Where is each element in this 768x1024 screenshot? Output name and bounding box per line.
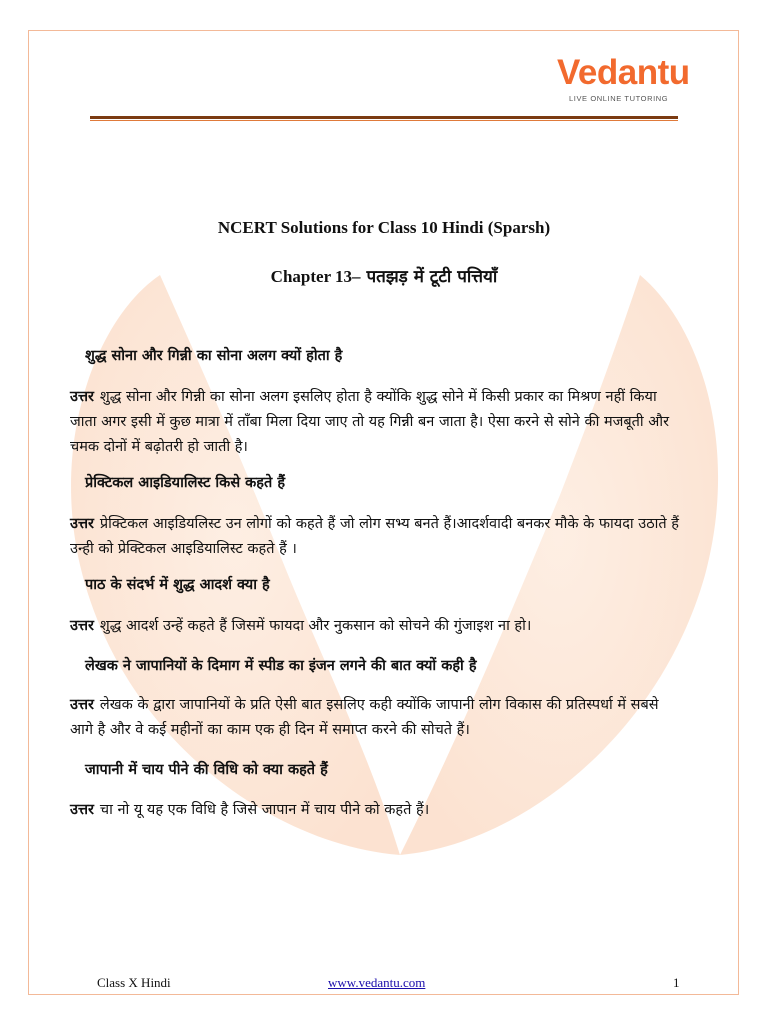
vedantu-logo[interactable] <box>557 53 690 103</box>
header-rule-thin <box>90 120 678 121</box>
answer-4 <box>70 693 685 743</box>
answer-2 <box>70 512 685 562</box>
page-number: 1 <box>673 975 680 990</box>
logo-wordmark: Vedantu <box>557 53 690 92</box>
answer-label: उत्तर <box>70 516 94 532</box>
question-4: लेखक ने जापानियों के दिमाग में स्पीड का इंजन लगने की बात क्यों कही है <box>85 658 477 674</box>
answer-label: उत्तर <box>70 802 94 818</box>
answer-label: उत्तर <box>70 389 94 405</box>
answer-text: शुद्ध सोना और गिन्नी का सोना अलग इसलिए होता है क्योंकि शुद्ध सोने में किसी प्रकार का मिश्रण नहीं किया जाता अगर इसी में कुछ मात्रा में ताँबा मिला दिया जाए तो यह गिन्नी बन जाता है। ऐसा करने से सोने की मजबूती और चमक दोनों में बढ़ोतरी हो जाती है। <box>70 389 670 455</box>
document-title: NCERT Solutions for Class 10 Hindi (Sparsh) <box>217 218 551 237</box>
question-3: पाठ के संदर्भ में शुद्ध आदर्श क्या है <box>85 577 270 593</box>
answer-label: उत्तर <box>70 618 94 634</box>
answer-text: प्रेक्टिकल आइडियलिस्ट उन लोगों को कहते हैं जो लोग सभ्य बनते हैं।आदर्शवादी बनकर मौके के फायदा उठाते हैं उन्ही को प्रेक्टिकल आइडियालिस्ट कहते हैं । <box>70 516 679 557</box>
chapter-name: पतझड़ में टूटी पत्तियाँ <box>366 267 498 287</box>
chapter-prefix: Chapter 13– <box>270 267 361 286</box>
answer-text: लेखक के द्वारा जापानियों के प्रति ऐसी बात इसलिए कही क्योंकि जापानी लोग विकास की प्रतिस्पर्धा में सबसे आगे है और वे कई महीनों का काम एक ही दिन में समाप्त करने की सोचते हैं। <box>70 697 659 738</box>
chapter-heading <box>0 264 768 287</box>
answer-text: शुद्ध आदर्श उन्हें कहते हैं जिसमें फायदा और नुकसान को सोचने की गुंजाइश ना हो। <box>99 618 532 634</box>
header-rule <box>90 116 678 119</box>
question-2: प्रेक्टिकल आइडियालिस्ट किसे कहते हैं <box>85 475 286 491</box>
question-1: शुद्ध सोना और गिन्नी का सोना अलग क्यों होता है <box>85 348 343 364</box>
answer-5 <box>70 798 685 823</box>
footer-website-link[interactable]: www.vedantu.com <box>328 975 426 990</box>
question-5: जापानी में चाय पीने की विधि को क्या कहते हैं <box>85 762 328 778</box>
answer-label: उत्तर <box>70 697 94 713</box>
footer-class-label: Class X Hindi <box>97 975 171 990</box>
logo-tagline: LIVE ONLINE TUTORING <box>569 94 669 103</box>
answer-text: चा नो यू यह एक विधि है जिसे जापान में चाय पीने को कहते हैं। <box>99 802 430 818</box>
answer-1 <box>70 385 685 460</box>
answer-3 <box>70 614 685 639</box>
